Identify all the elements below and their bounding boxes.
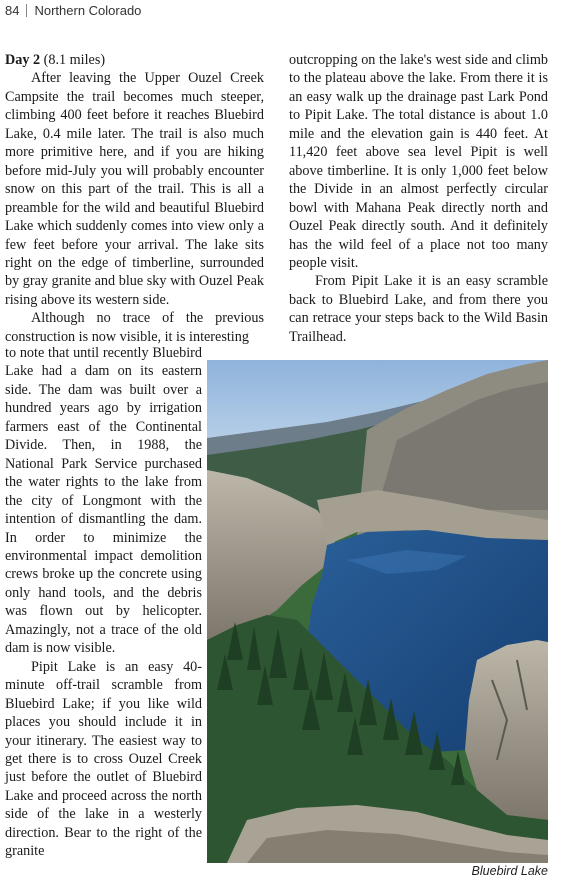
- running-header: [5, 3, 141, 18]
- right-column: [289, 51, 548, 346]
- bluebird-lake-photo: [207, 360, 548, 863]
- page-number: 84: [5, 3, 20, 18]
- paragraph-4: From Pipit Lake it is an easy scramble back to Bluebird Lake, and from there you can retrace your steps back to the Wild Basin Trailhead.: [289, 273, 548, 345]
- day-heading: Day 2: [5, 52, 41, 68]
- section-title: Northern Colorado: [34, 3, 142, 18]
- header-divider: [26, 4, 27, 17]
- landscape-illustration: [207, 360, 548, 863]
- paragraph-3: Pipit Lake is an easy 40-minute off-trail scramble from Bluebird Lake; if you like wild places you should include it in your itinerary. The easiest way to get there is to cross Ouzel Creek just before the outlet of Bluebird Lake and proceed across the north side of the lake in a westerly direction. Bear to the right of the granite: [5, 658, 202, 860]
- paragraph-2-continued: to note that until recently Bluebird Lake had a dam on its eastern side. The dam was built over a hundred years ago by irrigation farmers east of the Continental Divide. Then, in 1988, the National Park Service purchased the water rights to the lake from the city of Longmont with the intention of dismantling the dam. In order to minimize the environmental impact demolition crews broke up the concrete using only hand tools, and the debris was flown out by helicopter. Amazingly, not a trace of the old dam is now visible.: [5, 345, 202, 657]
- paragraph-2-start: Although no trace of the previous construction is now visible, it is interesting: [5, 310, 264, 345]
- left-column-bottom: [5, 344, 202, 861]
- day-heading-line: [5, 51, 264, 69]
- paragraph-3-continued: outcropping on the lake's west side and climb to the plateau above the lake. From there it is an easy walk up the drainage past Lark Pond to Pipit Lake. The total distance is about 1.0 mile and the elevation gain is 440 feet. At 11,420 feet above sea level Pipit is well above timberline. It is only 1,000 feet below the Divide in an almost perfectly circular bowl with Mahana Peak directly north and Ouzel Peak directly south. And it definitely has the wild feel of a place not too many people visit.: [289, 52, 548, 271]
- day-distance: (8.1 miles): [43, 52, 106, 68]
- photo-caption: Bluebird Lake: [471, 864, 548, 878]
- paragraph-1: After leaving the Upper Ouzel Creek Campsite the trail becomes much steeper, climbing 400 feet before it reaches Bluebird Lake, 0.4 mile later. The trail is also much more primitive here, and if you are hiking before mid-July you will probably encounter snow on this part of the trail. This is all a preamble for the wild and beautiful Bluebird Lake which suddenly comes into view only a few feet before your arrival. The lake sits right on the edge of timberline, surrounded by gray granite and blue sky with Ouzel Peak rising above its western side.: [5, 70, 264, 308]
- left-column-top: [5, 51, 264, 346]
